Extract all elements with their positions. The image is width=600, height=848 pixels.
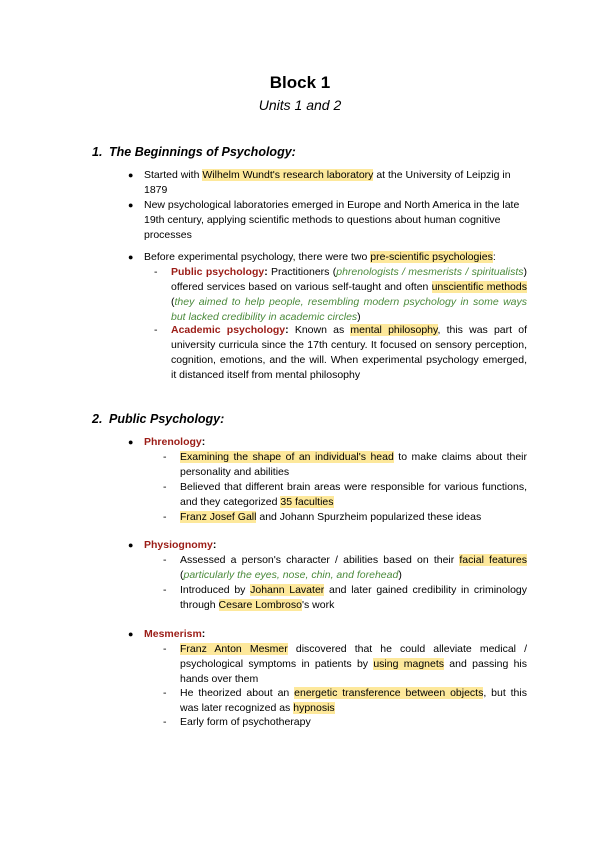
dash-marker: - [163, 643, 167, 655]
bullet-item-mesmerism: ● Mesmerism: [128, 628, 206, 640]
highlight: Johann Lavater [250, 584, 325, 596]
green-note: phrenologists / mesmerists / spiritualists [336, 266, 524, 278]
bullet-icon: ● [128, 200, 134, 210]
highlight: using magnets [373, 658, 445, 670]
highlight: mental philosophy [350, 324, 438, 336]
bullet-icon: ● [128, 540, 134, 550]
bullet-item-phrenology: ● Phrenology: [128, 436, 206, 448]
highlight: Cesare Lombroso [218, 599, 302, 611]
highlight: unscientific methods [431, 281, 527, 293]
term-label: Public psychology [171, 266, 265, 278]
sub-item: - Introduced by Johann Lavater and later gained credibility in criminology through Cesare Lombroso's work [163, 584, 527, 611]
highlight: Examining the shape of an individual's head [180, 451, 394, 463]
section-number: 2. [92, 412, 103, 426]
section-title: Public Psychology: [109, 412, 225, 426]
bullet-icon: ● [128, 170, 134, 180]
sub-item: - Franz Anton Mesmer discovered that he could alleviate medical / psychological symptoms in patients by using magnets and passing his hands over them [163, 643, 528, 685]
document-title: Block 1 [269, 73, 331, 92]
document-subtitle: Units 1 and 2 [258, 97, 342, 113]
highlight: pre-scientific psychologies [370, 251, 493, 263]
dash-marker: - [163, 554, 167, 566]
dash-marker: - [154, 324, 158, 336]
bullet-item: ● New psychological laboratories emerged in Europe and North America in the late 19th century, applying scientific methods to questions about human cognitive processes [128, 199, 520, 241]
sub-item: - Examining the shape of an individual's head to make claims about their personality and abilities [163, 451, 527, 478]
sub-item-public-psychology: - Public psychology: Practitioners (phrenologists / mesmerists / spiritualists) offered services based on various self-taught and often unscientific methods (they aimed to help people, resembling modern psychology in some ways but lacked credibility in academic circles) [154, 266, 528, 323]
sub-item: - He theorized about an energetic transference between objects, but this was later recognized as hypnosis [163, 687, 527, 714]
bullet-icon: ● [128, 629, 134, 639]
sub-item: - Assessed a person's character / abilities based on their facial features (particularly the eyes, nose, chin, and forehead) [163, 554, 527, 581]
section-number: 1. [92, 145, 103, 159]
term-label: Academic psychology [171, 324, 286, 336]
bullet-item-physiognomy: ● Physiognomy: [128, 539, 217, 551]
term-label: Physiognomy [144, 539, 213, 551]
dash-marker: - [163, 716, 167, 728]
section-title: The Beginnings of Psychology: [109, 145, 296, 159]
dash-marker: - [163, 584, 167, 596]
highlight: Franz Josef Gall [180, 511, 257, 523]
highlight: Wilhelm Wundt's research laboratory [202, 169, 374, 181]
term-label: Mesmerism [144, 628, 202, 640]
bullet-item: ● Started with Wilhelm Wundt's research laboratory at the University of Leipzig in 1879 [128, 169, 511, 196]
term-label: Phrenology [144, 436, 202, 448]
dash-marker: - [163, 511, 167, 523]
highlight: Franz Anton Mesmer [180, 643, 288, 655]
bullet-icon: ● [128, 252, 134, 262]
dash-marker: - [163, 481, 167, 493]
dash-marker: - [163, 451, 167, 463]
highlight: hypnosis [293, 702, 335, 714]
section-2-heading [92, 412, 224, 426]
section-1-heading [92, 145, 296, 159]
sub-item: - Believed that different brain areas were responsible for various functions, and they categorized 35 faculties [163, 481, 527, 508]
green-note: particularly the eyes, nose, chin, and forehead [183, 569, 399, 581]
highlight: facial features [459, 554, 527, 566]
dash-marker: - [154, 266, 158, 278]
highlight: energetic transference between objects [294, 687, 484, 699]
bullet-icon: ● [128, 437, 134, 447]
sub-item-academic-psychology: - Academic psychology: Known as mental philosophy, this was part of university curricula since the 17th century. It focused on sensory perception, cognition, emotions, and the will. When experimental psychology emerged, it distanced itself from mental philosophy [154, 324, 527, 381]
bullet-item: ● Before experimental psychology, there were two pre-scientific psychologies: [128, 251, 496, 263]
green-note: they aimed to help people, resembling modern psychology in some ways but lacked credibility in academic circles [171, 296, 527, 323]
highlight: 35 faculties [280, 496, 334, 508]
dash-marker: - [163, 687, 167, 699]
sub-item: - Early form of psychotherapy [163, 716, 311, 728]
sub-item: - Franz Josef Gall and Johann Spurzheim popularized these ideas [163, 511, 482, 523]
